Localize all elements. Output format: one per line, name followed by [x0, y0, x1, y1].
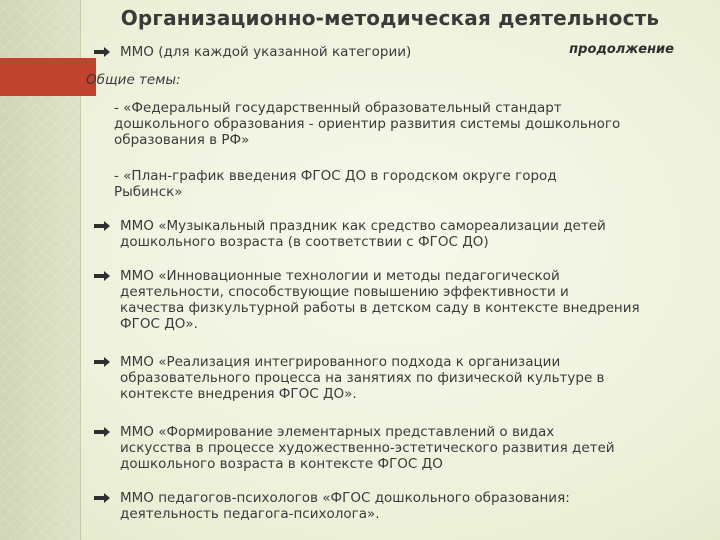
list-item-text: ММО (для каждой указанной категории) [120, 44, 412, 60]
list-item-line: ММО «Реализация интегрированного подхода к организации [120, 354, 561, 370]
list-item-line: деятельность педагога-психолога». [120, 506, 380, 522]
list-item-line: ММО «Формирование элементарных представлений о видах [120, 424, 555, 440]
list-item-line: контексте внедрения ФГОС ДО». [120, 386, 357, 402]
continue-label: продолжение [569, 42, 674, 57]
list-item-line: деятельности, способствующие повышению эффективности и [120, 284, 569, 300]
arrow-bullet-icon [94, 492, 110, 504]
list-item [94, 424, 615, 472]
accent-tab [0, 58, 96, 96]
list-item [94, 490, 570, 522]
section-label-text: Общие темы: [86, 72, 181, 88]
list-item-line: ММО «Инновационные технологии и методы педагогической [120, 268, 560, 284]
list-item-line: ФГОС ДО». [120, 316, 198, 332]
list-item [94, 44, 540, 60]
page-title: Организационно-методическая деятельность [120, 6, 660, 30]
sub-item-line: Рыбинск» [114, 184, 183, 200]
section-label [86, 72, 181, 88]
list-item-line: искусства в процессе художественно-эстетического развития детей [120, 440, 615, 456]
list-item-line: ММО педагогов-психологов «ФГОС дошкольного образования: [120, 490, 570, 506]
arrow-bullet-icon [94, 46, 110, 58]
sub-item [94, 100, 620, 148]
arrow-bullet-icon [94, 426, 110, 438]
arrow-bullet-icon [94, 356, 110, 368]
list-item [94, 218, 606, 250]
list-item-line: качества физкультурной работы в детском саду в контексте внедрения [120, 300, 640, 316]
arrow-bullet-icon [94, 220, 110, 232]
sub-item-line: - «Федеральный государственный образовательный стандарт [114, 100, 562, 116]
sub-item-line: образования в РФ» [114, 132, 250, 148]
list-item-line: ММО «Музыкальный праздник как средство самореализации детей [120, 218, 606, 234]
list-item-line: дошкольного возраста в контексте ФГОС ДО [120, 456, 443, 472]
list-item [94, 354, 605, 402]
list-item-line: дошкольного возраста (в соответствии с ФГОС ДО) [120, 234, 489, 250]
arrow-bullet-icon [94, 270, 110, 282]
list-item-line: образовательного процесса на занятиях по физической культуре в [120, 370, 605, 386]
sub-item [94, 168, 557, 200]
sub-item-line: - «План-график введения ФГОС ДО в городском округе город [114, 168, 557, 184]
list-item [94, 268, 640, 332]
sub-item-line: дошкольного образования - ориентир развития системы дошкольного [114, 116, 621, 132]
